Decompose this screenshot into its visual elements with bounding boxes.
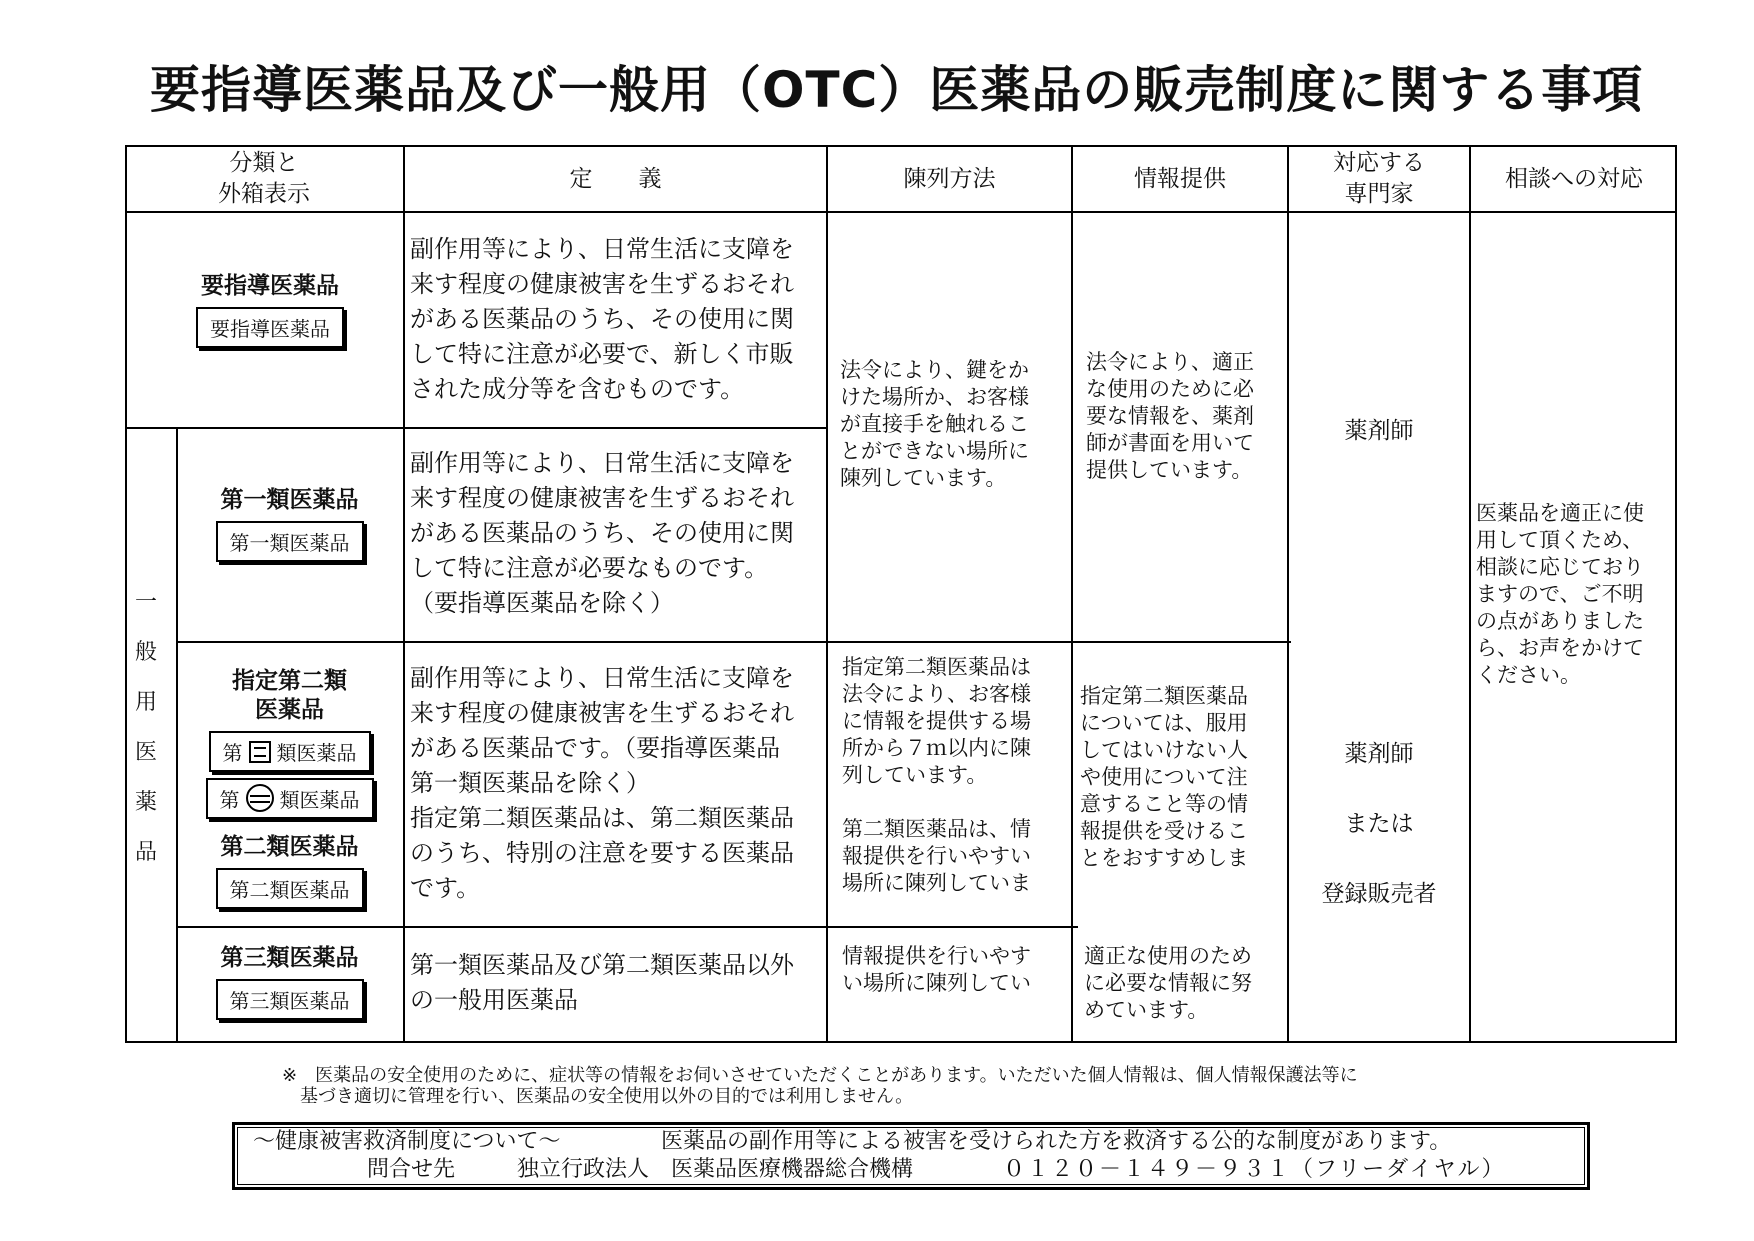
- footer-organization: 独立行政法人 医薬品医療機器総合機構: [517, 1157, 914, 1182]
- expert-bottom-pharmacist: 薬剤師: [1344, 741, 1414, 767]
- display-top-merged: 法令により、鍵をか けた場所か、お客様 が直接手を触れるこ とができない場所に 陳列しています。: [840, 358, 1029, 490]
- class3-display: 情報提供を行いやす い場所に陳列してい: [842, 944, 1031, 995]
- header-divider: [125, 211, 1677, 213]
- class3-label: 第三類医薬品: [220, 945, 359, 971]
- class2-square-icon: [249, 741, 271, 763]
- header-display: 陳列方法: [903, 165, 996, 192]
- designated-class2-box-circle: [206, 778, 374, 819]
- class3-package-box: 第三類医薬品: [216, 979, 364, 1020]
- class2-info: 指定第二類医薬品 については、服用 してはいけない人 や使用について注 意すること等の情 報提供を受けるこ とをおすすめしま: [1080, 684, 1249, 870]
- guidance-label: 要指導医薬品: [201, 273, 339, 299]
- expert-top: 薬剤師: [1344, 418, 1414, 444]
- header-info: 情報提供: [1134, 165, 1226, 192]
- class3-info: 適正な使用のため に必要な情報に努 めています。: [1084, 944, 1252, 1022]
- header-expert: 対応する 専門家: [1333, 150, 1425, 207]
- guidance-package-box: 要指導医薬品: [196, 307, 344, 348]
- footer-heading: 〜健康被害救済制度について〜: [253, 1129, 561, 1154]
- row-divider-class1: [176, 641, 1291, 643]
- general-medicine-label: 一般用医薬品: [134, 590, 157, 865]
- col-line-4: [1287, 145, 1289, 1043]
- row-divider-guidance: [125, 427, 827, 429]
- box-circle-prefix: 第: [219, 788, 240, 812]
- class2-circle-icon: [246, 784, 274, 812]
- privacy-note: ※ 医薬品の安全使用のために、症状等の情報をお伺いさせていただくことがあります。いただいた個人情報は、個人情報保護法等に 基づき適切に管理を行い、医薬品の安全使用以外の目的では利用しません。: [282, 1065, 1358, 1107]
- category-class1: [176, 486, 403, 562]
- page-title: 要指導医薬品及び一般用（OTC）医薬品の販売制度に関する事項: [150, 61, 1644, 119]
- class2-definition: 副作用等により、日常生活に支障を 来す程度の健康被害を生ずるおそれ がある医薬品です。（要指導医薬品 第一類医薬品を除く） 指定第二類医薬品は、第二類医薬品 のうち、特別の注意を要する医薬品 です。: [410, 664, 794, 902]
- col-line-5: [1469, 145, 1471, 1043]
- expert-bottom-or: または: [1344, 811, 1414, 837]
- category-class3: [176, 944, 403, 1020]
- class2-display: 指定第二類医薬品は 法令により、お客様 に情報を提供する場 所から７ｍ以内に陳 列しています。 第二類医薬品は、情 報提供を行いやすい 場所に陳列していま: [842, 655, 1031, 895]
- consult-text: 医薬品を適正に使 用して頂くため、 相談に応じており ますので、ご不明 の点がありました ら、お声をかけて ください。: [1476, 501, 1644, 687]
- relief-system-footer: [232, 1122, 1590, 1190]
- designated-class2-box-square: [209, 731, 371, 772]
- footer-description: 医薬品の副作用等による被害を受けられた方を救済する公的な制度があります。: [661, 1129, 1452, 1154]
- header-definition: 定 義: [569, 165, 662, 192]
- expert-bottom-registered-seller: 登録販売者: [1321, 881, 1437, 907]
- guidance-definition: 副作用等により、日常生活に支障を 来す程度の健康被害を生ずるおそれ がある医薬品のうち、その使用に関 して特に注意が必要で、新しく市販 された成分等を含むものです。: [410, 235, 794, 403]
- header-category: 分類と 外箱表示: [218, 150, 310, 207]
- class2-package-box: 第二類医薬品: [216, 868, 364, 909]
- header-consult: 相談への対応: [1505, 165, 1643, 192]
- class1-label: 第一類医薬品: [220, 487, 359, 513]
- designated-class2-label: 指定第二類 医薬品: [232, 668, 347, 723]
- class1-package-box: 第一類医薬品: [216, 521, 364, 562]
- category-class2: [176, 667, 403, 909]
- category-guidance: [150, 272, 390, 348]
- col-line-3: [1071, 145, 1073, 1043]
- class2-label: 第二類医薬品: [220, 834, 359, 860]
- box-square-prefix: 第: [222, 741, 243, 765]
- footer-contact-label: 問合せ先: [367, 1157, 456, 1182]
- class3-definition: 第一類医薬品及び第二類医薬品以外 の一般用医薬品: [410, 951, 794, 1014]
- col-line-2: [826, 145, 828, 1043]
- col-line-1: [403, 145, 405, 1043]
- class1-definition: 副作用等により、日常生活に支障を 来す程度の健康被害を生ずるおそれ がある医薬品のうち、その使用に関 して特に注意が必要なものです。 （要指導医薬品を除く）: [410, 449, 794, 617]
- box-circle-suffix: 類医薬品: [279, 788, 360, 812]
- row-divider-class2: [176, 926, 1078, 928]
- footer-phone: ０１２０－１４９－９３１（フリーダイヤル）: [1003, 1157, 1506, 1182]
- info-top-merged: 法令により、適正 な使用のために必 要な情報を、薬剤 師が書面を用いて 提供しています。: [1086, 350, 1254, 482]
- box-square-suffix: 類医薬品: [276, 741, 357, 765]
